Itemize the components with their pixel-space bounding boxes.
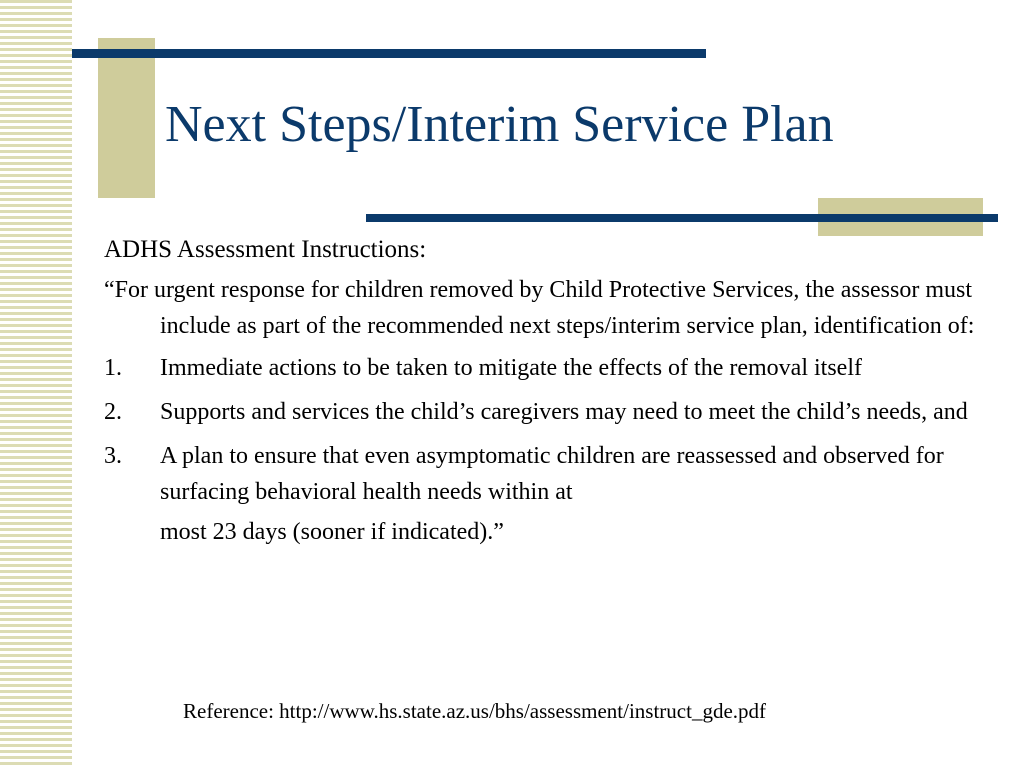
list-item-number: 2.	[104, 399, 122, 425]
list-item	[104, 394, 984, 430]
list-item	[104, 438, 984, 550]
list-item-number: 3.	[104, 443, 122, 469]
section-heading: ADHS Assessment Instructions:	[104, 236, 427, 263]
numbered-list	[104, 350, 984, 550]
accent-block-left	[98, 38, 155, 198]
title-rule-top	[72, 49, 706, 58]
list-item-text: Supports and services the child’s caregivers may need to meet the child’s needs, and	[160, 399, 968, 425]
list-item-text: A plan to ensure that even asymptomatic children are reassessed and observed for surfacing behavioral health needs within at	[160, 443, 944, 505]
quote-intro: “For urgent response for children removed by Child Protective Services, the assessor must include as part of the recommended next steps/interim service plan, identification of:	[104, 277, 975, 339]
list-item-text: Immediate actions to be taken to mitigate the effects of the removal itself	[160, 355, 862, 381]
slide-title: Next Steps/Interim Service Plan	[165, 96, 834, 153]
reference-note: Reference: http://www.hs.state.az.us/bhs/assessment/instruct_gde.pdf	[183, 699, 767, 723]
list-item-number: 1.	[104, 355, 122, 381]
slide-body	[104, 232, 984, 558]
list-item-text-wrap	[160, 438, 984, 550]
list-item-text-tail: most 23 days (sooner if indicated).”	[160, 519, 504, 545]
title-rule-bottom	[366, 214, 998, 222]
decorative-stripes	[0, 0, 72, 768]
list-item	[104, 350, 984, 386]
